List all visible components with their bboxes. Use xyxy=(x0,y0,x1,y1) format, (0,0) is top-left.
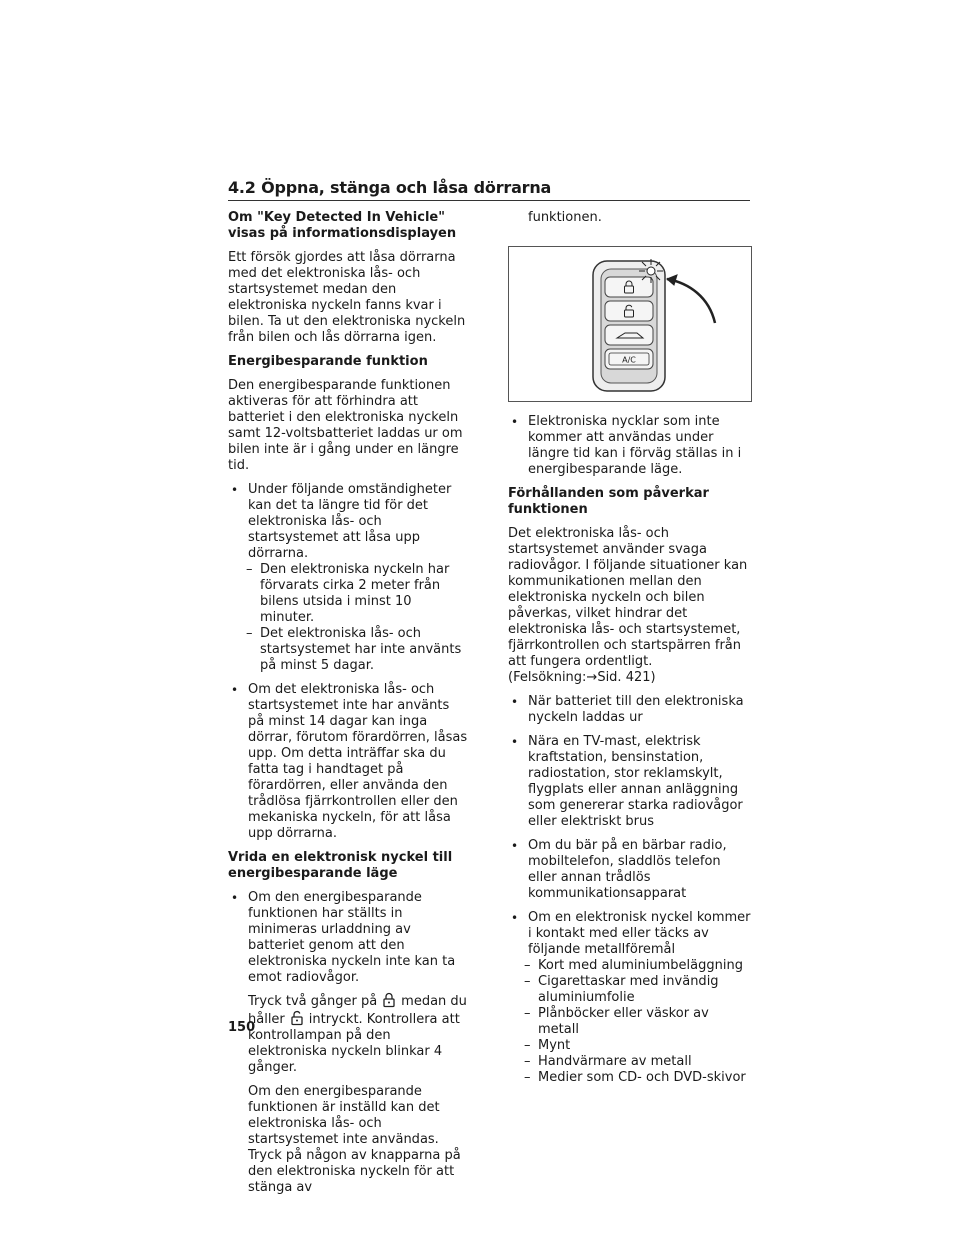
dash-mark: – xyxy=(524,1038,531,1053)
bullet-preset-energy-text: Elektroniska nycklar som inte kommer att användas under längre tid kan i förväg ställas in i energibesparande läge. xyxy=(528,414,742,477)
dash-item-5-days-text: Det elektroniska lås- och startsystemet har inte använts på minst 5 dagar. xyxy=(260,626,462,673)
dash-mark: – xyxy=(524,1070,531,1085)
troubleshooting-reference: (Felsökning:→Sid. 421) xyxy=(508,670,656,685)
right-column xyxy=(508,210,752,1086)
unlock-icon xyxy=(289,1010,305,1026)
dash-mark: – xyxy=(524,1006,531,1021)
metal-item xyxy=(508,1006,752,1038)
metal-item xyxy=(508,958,752,974)
dash-mark: – xyxy=(246,626,253,641)
metal-item-text: Mynt xyxy=(538,1038,571,1053)
paragraph-key-detected: Ett försök gjordes att låsa dörrarna med det elektroniska lås- och startsystemet medan den elektroniska nyckeln fanns kvar i bilen. Ta ut den elektroniska nyckeln från bilen och lås dörrarna igen. xyxy=(228,250,466,345)
bullet-unlock-delay-text: Under följande omständigheter kan det ta längre tid för det elektroniska lås- och startsystemet att låsa upp dörrarna. xyxy=(248,482,452,561)
metal-item xyxy=(508,974,752,1006)
instruction-text-c: intryckt. Kontrollera att kontrollampan på den elektroniska nyckeln blinkar 4 gånger. xyxy=(248,1012,460,1075)
key-fob-illustration xyxy=(509,247,753,403)
bullet-energy-mode-text: Om den energibesparande funktionen har ställts in minimeras urladdning av batteriet genom att den elektroniska nyckeln inte kan ta emot radiovågor. xyxy=(248,890,456,985)
metal-item xyxy=(508,1054,752,1070)
metal-item-text: Handvärmare av metall xyxy=(538,1054,692,1069)
instruction-cancel xyxy=(228,1084,468,1196)
bullet-battery-low-text: När batteriet till den elektroniska nyckeln laddas ur xyxy=(528,694,744,725)
key-fob-figure xyxy=(508,246,752,402)
dash-item-2m-text: Den elektroniska nyckeln har förvarats cirka 2 meter från bilens utsida i minst 10 minuter. xyxy=(260,562,450,625)
bullet-tv-mast-text: Nära en TV-mast, elektrisk kraftstation, bensinstation, radiostation, stor reklamskylt, flygplats eller annan anläggning som genererar starka radiovågor eller elektriskt brus xyxy=(528,734,743,829)
metal-item xyxy=(508,1070,752,1086)
bullet-14-days xyxy=(228,682,468,842)
section-title: 4.2 Öppna, stänga och låsa dörrarna xyxy=(228,178,552,197)
lock-icon xyxy=(381,992,397,1008)
bullet-14-days-text: Om det elektroniska lås- och startsystemet inte har använts på minst 14 dagar kan inga dörrar, förutom förardörren, låsas upp. Om detta inträffar ska du fatta tag i handtaget på förardörren, eller använda den trådlösa fjärrkontrollen eller den mekaniska nyckeln, för att låsa upp dörrarna. xyxy=(248,682,468,841)
bullet-metal-objects-text: Om en elektronisk nyckel kommer i kontakt med eller täcks av följande metallföremål xyxy=(528,910,751,957)
bullet-battery-low xyxy=(508,694,752,726)
dash-item-2m xyxy=(228,562,468,626)
instruction-text-b: medan du håller xyxy=(248,994,467,1027)
bullet-preset-energy xyxy=(508,414,752,478)
key-lock-button xyxy=(605,277,653,297)
heading-energy-saving: Energibesparande funktion xyxy=(228,354,428,369)
continued-text: funktionen. xyxy=(528,210,602,225)
metal-item-text: Kort med aluminiumbeläggning xyxy=(538,958,743,973)
key-unlock-button xyxy=(605,301,653,321)
dash-mark: – xyxy=(524,958,531,973)
dash-mark: – xyxy=(524,1054,531,1069)
indicator-light xyxy=(639,259,663,283)
bullet-energy-mode xyxy=(228,890,468,986)
paragraph-conditions: Det elektroniska lås- och startsystemet använder svaga radiovågor. I följande situationer kan kommunikationen mellan den elektroniska nyckeln och bilen påverkas, vilket hindrar det elektroniska lås- och startsystemet, fjärrkontrollen och startspärren från att fungera ordentligt. xyxy=(508,526,748,669)
heading-key-detected: Om "Key Detected In Vehicle" visas på informationsdisplayen xyxy=(228,210,457,241)
bullet-metal-objects xyxy=(508,910,752,958)
metal-item xyxy=(508,1038,752,1054)
bullet-portable-radio xyxy=(508,838,752,902)
bullet-portable-radio-text: Om du bär på en bärbar radio, mobiltelefon, sladdlös telefon eller annan trådlös kommunikationsapparat xyxy=(528,838,727,901)
header-divider xyxy=(228,200,750,201)
instruction-text-a: Tryck två gånger på xyxy=(248,994,378,1009)
paragraph-energy-saving: Den energibesparande funktionen aktiveras för att förhindra att batteriet i den elektroniska nyckeln samt 12-voltsbatteriet laddas ur om bilen inte är i gång under en längre tid. xyxy=(228,378,463,473)
heading-conditions: Förhållanden som påverkar funktionen xyxy=(508,486,709,517)
key-trunk-button xyxy=(605,325,653,345)
page-number: 150 xyxy=(228,1020,256,1035)
heading-turn-key-energy-mode: Vrida en elektronisk nyckel till energibesparande läge xyxy=(228,850,453,881)
metal-item-text: Medier som CD- och DVD-skivor xyxy=(538,1070,746,1085)
instruction-cancel-text: Om den energibesparande funktionen är inställd kan det elektroniska lås- och startsystemet inte användas. Tryck på någon av knapparna på den elektroniska nyckeln för att stänga av xyxy=(248,1084,461,1195)
section-header xyxy=(228,178,750,201)
instruction-press-twice xyxy=(228,992,468,1076)
bullet-unlock-delay xyxy=(228,482,468,562)
dash-item-5-days xyxy=(228,626,468,674)
metal-item-text: Plånböcker eller väskor av metall xyxy=(538,1006,709,1037)
left-column xyxy=(228,210,468,1204)
ac-button-label: A/C xyxy=(622,355,636,365)
dash-mark: – xyxy=(246,562,253,577)
bullet-tv-mast xyxy=(508,734,752,830)
metal-item-text: Cigarettaskar med invändig aluminiumfolie xyxy=(538,974,719,1005)
dash-mark: – xyxy=(524,974,531,989)
